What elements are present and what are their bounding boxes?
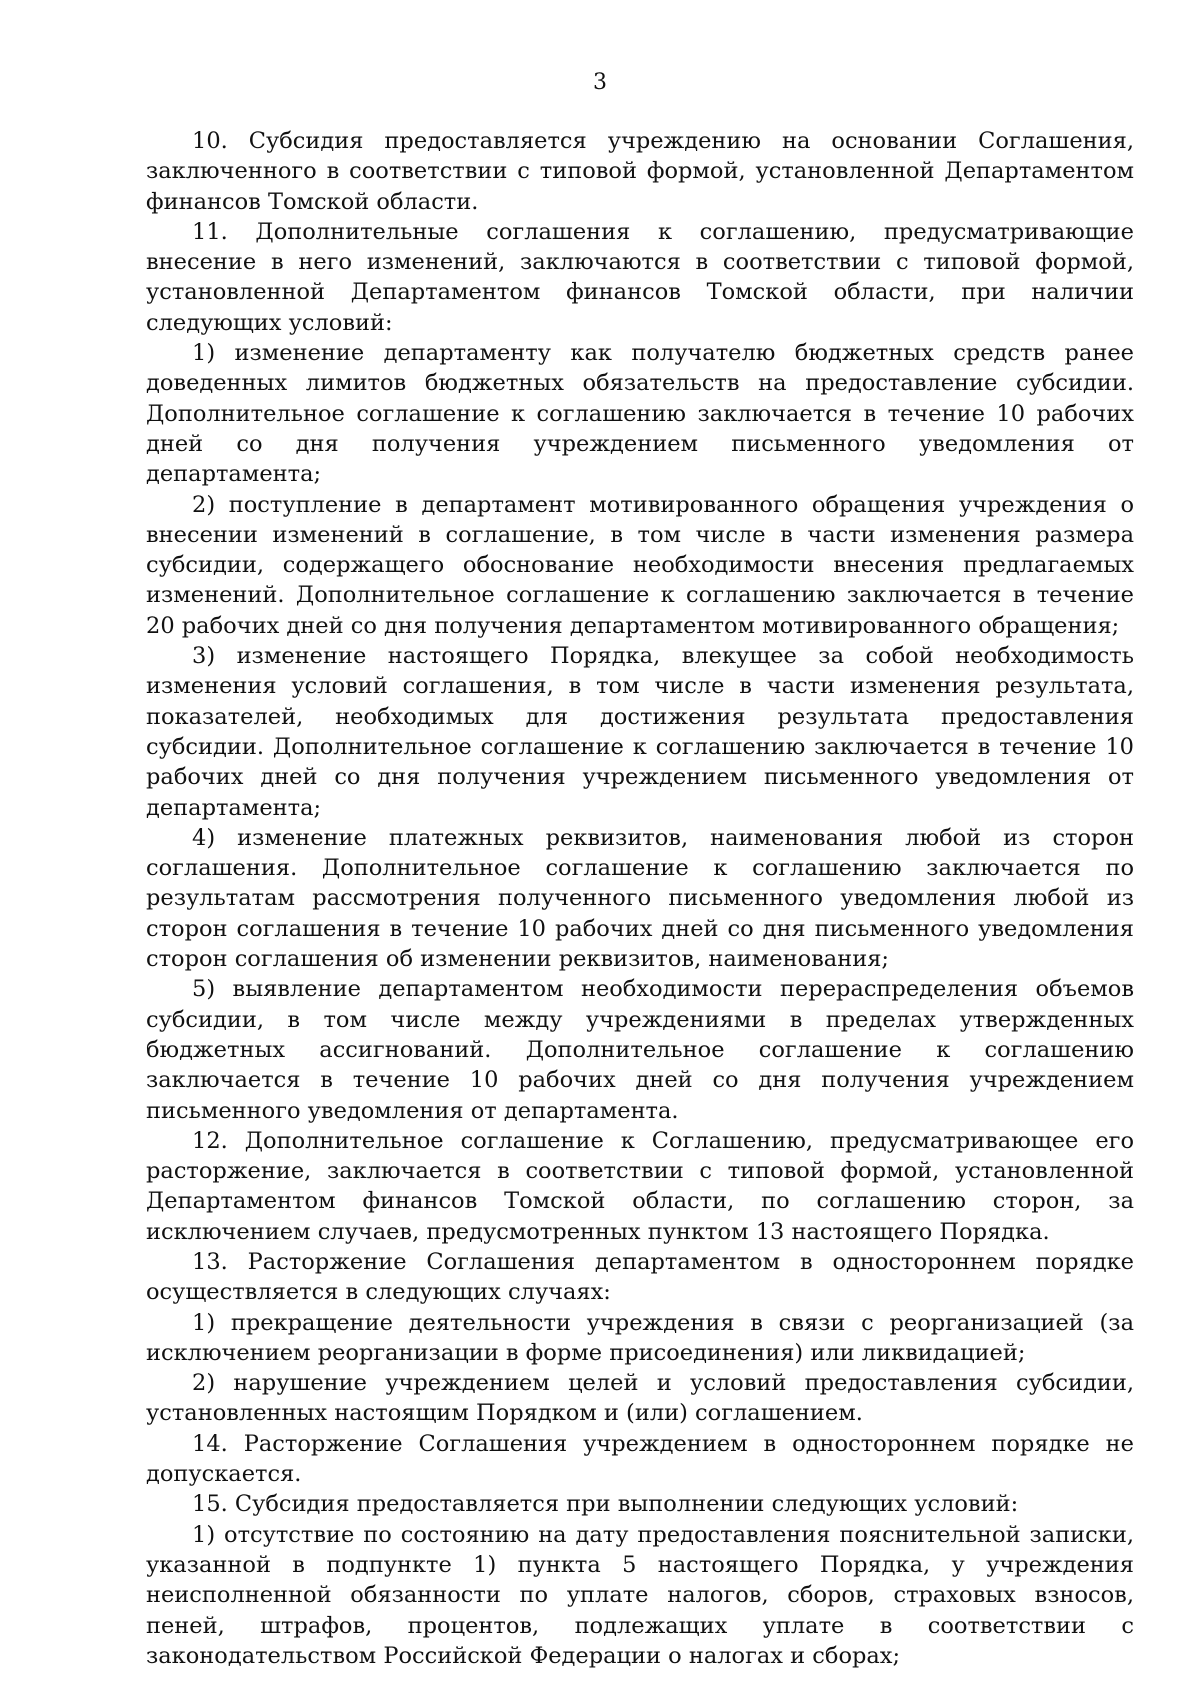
paragraph-11-item-1: 1) изменение департаменту как получателю бюджетных средств ранее доведенных лимитов бюджетных обязательств на предоставление субсидии. Дополнительное соглашение к соглашению заключается в течение 10 рабочих дней со дня получения учреждением письменного уведомления от департамента; [146, 340, 1134, 488]
paragraph-11-item-3: 3) изменение настоящего Порядка, влекущее за собой необходимость изменения условий соглашения, в том числе в части изменения результата, показателей, необходимых для достижения результата предоставления субсидии. Дополнительное соглашение к соглашению заключается в течение 10 рабочих дней со дня получения учреждением письменного уведомления от департамента; [146, 643, 1134, 821]
paragraph-11-item-4: 4) изменение платежных реквизитов, наименования любой из сторон соглашения. Дополнительное соглашение к соглашению заключается по результатам рассмотрения полученного письменного уведомления любой из сторон соглашения в течение 10 рабочих дней со дня письменного уведомления сторон соглашения об изменении реквизитов, наименования; [146, 824, 1134, 973]
paragraph-12: 12. Дополнительное соглашение к Соглашению, предусматривающее его расторжение, заключается в соответствии с типовой формой, установленной Департаментом финансов Томской области, по соглашению сторон, за исключением случаев, предусмотренных пунктом 13 настоящего Порядка. [146, 1127, 1134, 1245]
paragraph-10: 10. Субсидия предоставляется учреждению на основании Соглашения, заключенного в соответствии с типовой формой, установленной Департаментом финансов Томской области. [146, 128, 1134, 215]
paragraph-11-item-2: 2) поступление в департамент мотивированного обращения учреждения о внесении изменений в соглашение, в том числе в части изменения размера субсидии, содержащего обоснование необходимости внесения предлагаемых изменений. Дополнительное соглашение к соглашению заключается в течение 20 рабочих дней со дня получения департаментом мотивированного обращения; [146, 491, 1134, 639]
page-number: 3 [593, 70, 607, 95]
paragraph-13-item-2: 2) нарушение учреждением целей и условий предоставления субсидии, установленных настоящим Порядком и (или) соглашением. [146, 1370, 1134, 1427]
paragraph-14: 14. Расторжение Соглашения учреждением в одностороннем порядке не допускается. [146, 1430, 1134, 1488]
document-body [146, 126, 1134, 1671]
paragraph-13-item-1: 1) прекращение деятельности учреждения в связи с реорганизацией (за исключением реорганизации в форме присоединения) или ликвидацией; [146, 1309, 1134, 1366]
paragraph-11: 11. Дополнительные соглашения к соглашению, предусматривающие внесение в него изменений, заключаются в соответствии с типовой формой, установленной Департаментом финансов Томской области, при наличии следующих условий: [146, 218, 1134, 336]
paragraph-15: 15. Субсидия предоставляется при выполнении следующих условий: [192, 1491, 1019, 1518]
paragraph-15-item-1: 1) отсутствие по состоянию на дату предоставления пояснительной записки, указанной в подпункте 1) пункта 5 настоящего Порядка, у учреждения неисполненной обязанности по уплате налогов, сборов, страховых взносов, пеней, штрафов, процентов, подлежащих уплате в соответствии с законодательством Российской Федерации о налогах и сборах; [146, 1521, 1134, 1669]
paragraph-13: 13. Расторжение Соглашения департаментом в одностороннем порядке осуществляется в следующих случаях: [146, 1248, 1134, 1306]
paragraph-11-item-5: 5) выявление департаментом необходимости перераспределения объемов субсидии, в том числе между учреждениями в пределах утвержденных бюджетных ассигнований. Дополнительное соглашение к соглашению заключается в течение 10 рабочих дней со дня получения учреждением письменного уведомления от департамента. [146, 976, 1134, 1124]
